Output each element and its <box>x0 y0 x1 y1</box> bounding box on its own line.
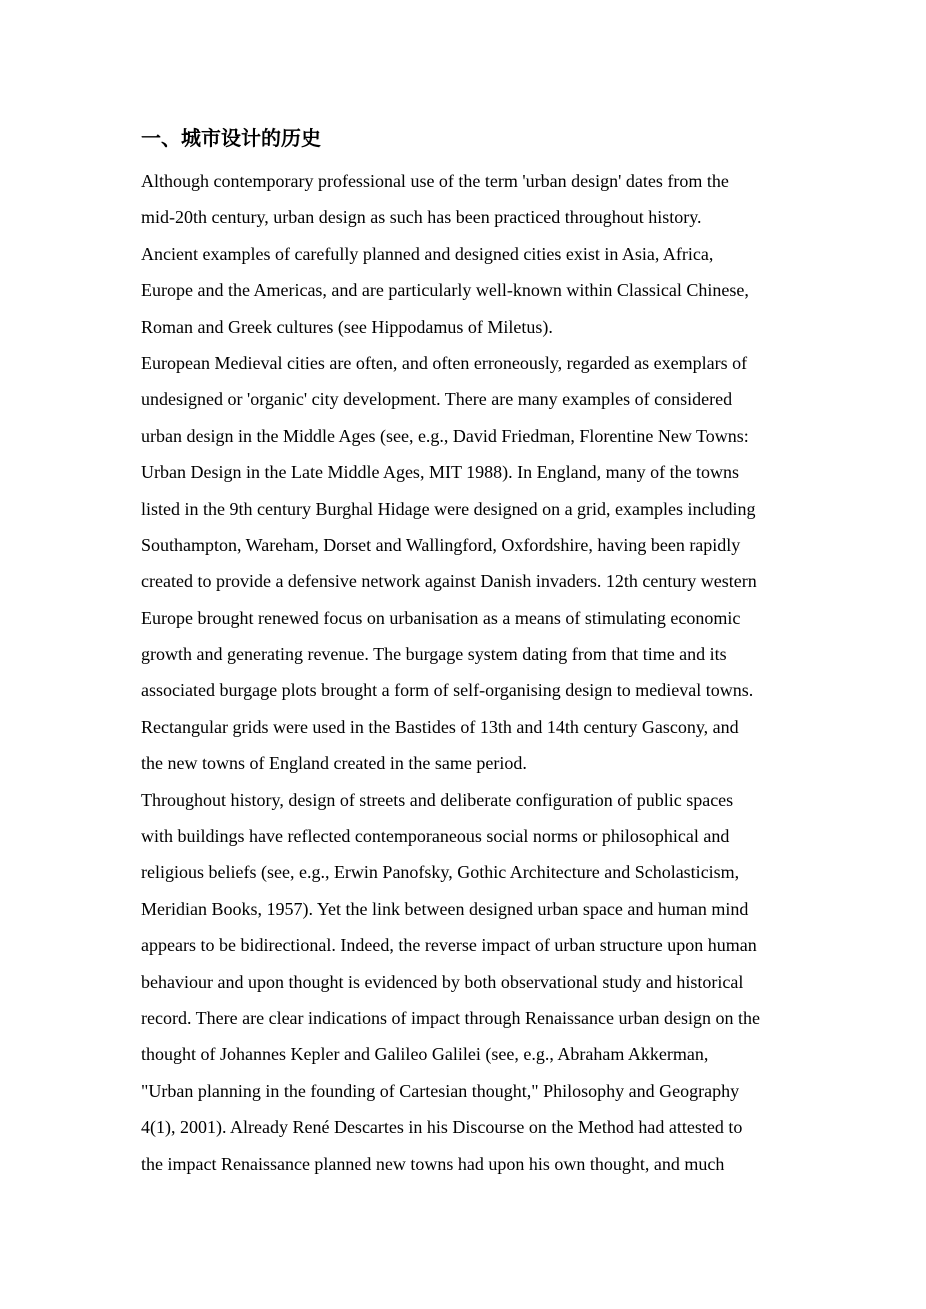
paragraph <box>141 782 801 1182</box>
text-line: created to provide a defensive network against Danish invaders. 12th century western <box>141 571 757 592</box>
text-line: thought of Johannes Kepler and Galileo Galilei (see, e.g., Abraham Akkerman, <box>141 1044 709 1065</box>
text-line: Ancient examples of carefully planned and designed cities exist in Asia, Africa, <box>141 243 714 264</box>
text-line: the new towns of England created in the same period. <box>141 753 527 774</box>
text-line: Throughout history, design of streets and deliberate configuration of public spaces <box>141 789 734 810</box>
text-line: with buildings have reflected contemporaneous social norms or philosophical and <box>141 826 730 847</box>
text-line: Europe and the Americas, and are particularly well-known within Classical Chinese, <box>141 280 749 301</box>
text-line: Southampton, Wareham, Dorset and Wallingford, Oxfordshire, having been rapidly <box>141 534 741 555</box>
text-line: mid-20th century, urban design as such has been practiced throughout history. <box>141 207 702 228</box>
text-line: "Urban planning in the founding of Cartesian thought," Philosophy and Geography <box>141 1080 740 1101</box>
paragraph <box>141 345 801 782</box>
text-line: religious beliefs (see, e.g., Erwin Panofsky, Gothic Architecture and Scholasticism, <box>141 862 740 883</box>
text-line: Europe brought renewed focus on urbanisation as a means of stimulating economic <box>141 607 741 628</box>
text-line: listed in the 9th century Burghal Hidage were designed on a grid, examples including <box>141 498 756 519</box>
text-line: Roman and Greek cultures (see Hippodamus of Miletus). <box>141 316 553 337</box>
text-line: Meridian Books, 1957). Yet the link between designed urban space and human mind <box>141 898 749 919</box>
section-heading: 一、城市设计的历史 <box>141 126 321 150</box>
text-line: growth and generating revenue. The burgage system dating from that time and its <box>141 644 727 665</box>
text-line: Rectangular grids were used in the Bastides of 13th and 14th century Gascony, and <box>141 716 739 737</box>
text-line: the impact Renaissance planned new towns had upon his own thought, and much <box>141 1153 725 1174</box>
text-line: record. There are clear indications of impact through Renaissance urban design on the <box>141 1007 760 1028</box>
text-line: associated burgage plots brought a form of self-organising design to medieval towns. <box>141 680 754 701</box>
text-line: appears to be bidirectional. Indeed, the reverse impact of urban structure upon human <box>141 935 757 956</box>
text-line: undesigned or 'organic' city development. There are many examples of considered <box>141 389 733 410</box>
paragraph <box>141 163 801 345</box>
text-line: behaviour and upon thought is evidenced by both observational study and historical <box>141 971 744 992</box>
text-line: Although contemporary professional use of the term 'urban design' dates from the <box>141 171 729 191</box>
text-line: Urban Design in the Late Middle Ages, MIT 1988). In England, many of the towns <box>141 462 740 483</box>
document-body <box>141 163 801 1182</box>
text-line: 4(1), 2001). Already René Descartes in his Discourse on the Method had attested to <box>141 1117 743 1138</box>
text-line: European Medieval cities are often, and often erroneously, regarded as exemplars of <box>141 352 748 373</box>
text-line: urban design in the Middle Ages (see, e.g., David Friedman, Florentine New Towns: <box>141 425 749 446</box>
